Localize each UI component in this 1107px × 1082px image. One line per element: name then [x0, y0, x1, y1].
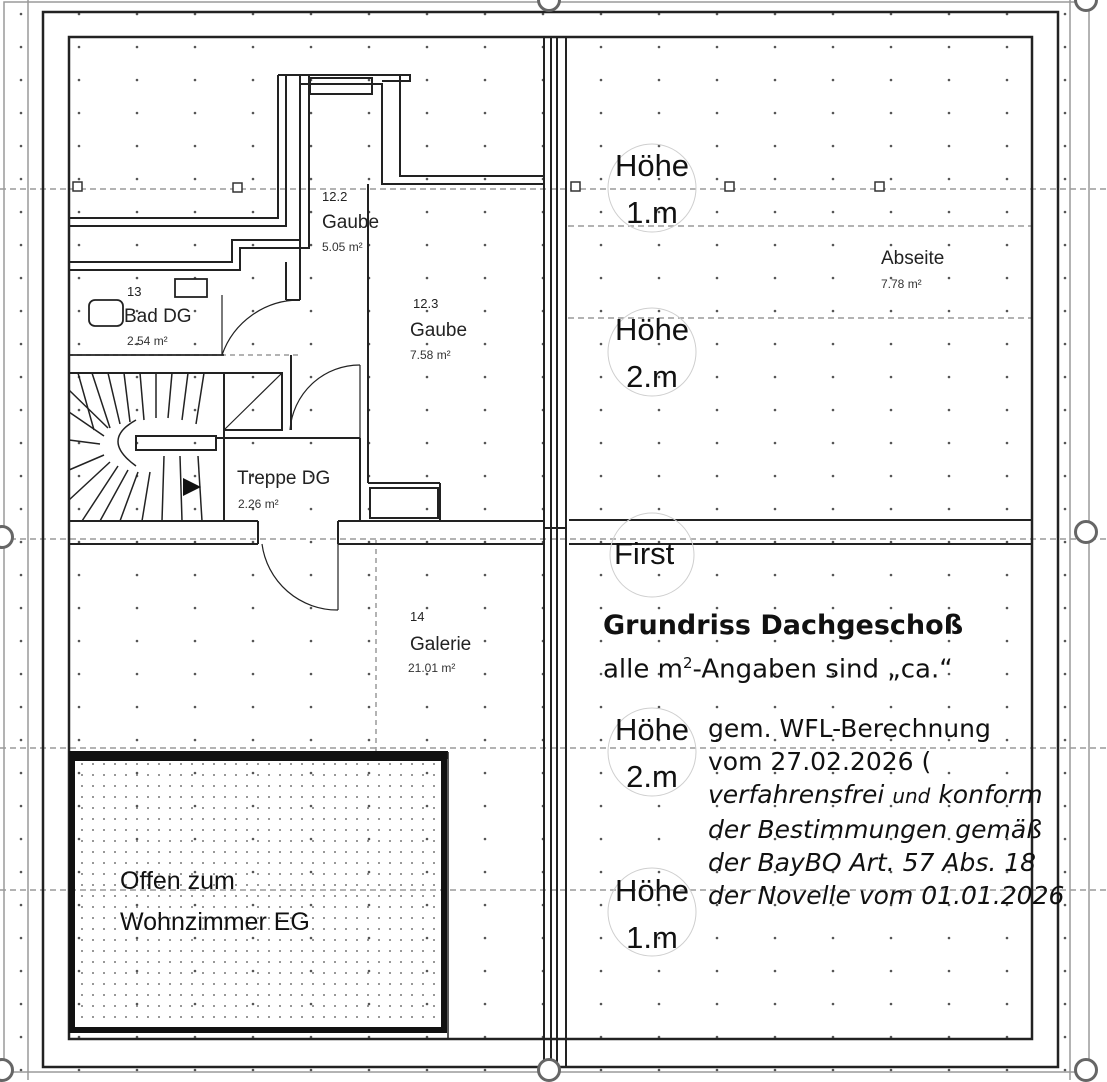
note-line-4 [708, 813, 1064, 846]
note-line-6 [708, 879, 1064, 912]
room-area-abseite: 7.78 m² [881, 277, 922, 291]
room-name-galerie: Galerie [410, 634, 472, 655]
subtitle-superscript: 2 [682, 654, 693, 672]
room-name-abseite: Abseite [881, 248, 945, 269]
room-area-treppe: 2.26 m² [238, 497, 279, 511]
room-name-treppe: Treppe DG [237, 468, 331, 489]
subtitle-after: -Angaben sind „ca.“ [692, 654, 953, 685]
void-label-line1: Offen zum [120, 867, 235, 895]
handle-middle-right[interactable] [1074, 520, 1098, 544]
height-label: Höhe [614, 312, 690, 347]
room-number-galerie: 14 [410, 609, 425, 624]
height-value: 2.m [626, 358, 678, 394]
height-value: 2.m [626, 758, 678, 794]
height-marker-top-1m [597, 143, 707, 236]
room-name-bad: Bad DG [124, 306, 192, 327]
handle-bottom-right[interactable] [1074, 1058, 1098, 1082]
height-marker-bottom-1m [597, 868, 707, 961]
room-number-gaube-large: 12.3 [413, 296, 439, 311]
height-value: 1.m [626, 194, 678, 230]
room-number-gaube-small: 12.2 [322, 189, 348, 204]
note-verfahrensfrei: verfahrensfrei [708, 780, 885, 809]
height-marker-top-2m [597, 307, 707, 400]
room-area-bad: 2.54 m² [127, 334, 168, 348]
note-line-6-text: der Novelle vom 01.01.2026 [708, 881, 1065, 910]
note-line-2: vom 27.02.2026 ( [708, 747, 932, 776]
handle-bottom-center[interactable] [537, 1058, 561, 1082]
height-label: Höhe [614, 873, 690, 908]
void-label-line2: Wohnzimmer EG [120, 908, 310, 936]
height-label: Höhe [614, 148, 690, 183]
note-line-4-text: der Bestimmungen gemäß [708, 815, 1042, 844]
note-konform: konform [938, 780, 1043, 809]
room-name-gaube-small: Gaube [322, 212, 380, 233]
note-line-3 [708, 778, 1064, 813]
room-area-galerie: 21.01 m² [408, 661, 456, 675]
height-marker-bottom-2m [597, 707, 707, 800]
note-und: und [892, 784, 931, 808]
note-line-5 [708, 846, 1064, 879]
plan-title: Grundriss Dachgeschoß [603, 610, 964, 641]
room-number-bad: 13 [127, 284, 142, 299]
first-label: First [614, 536, 675, 571]
plan-subtitle [603, 655, 953, 686]
note-line-5-text: der BayBO Art. 57 Abs. 18 [708, 848, 1037, 877]
height-value: 1.m [626, 919, 678, 955]
subtitle-before: alle m [603, 654, 683, 685]
room-name-gaube-large: Gaube [410, 320, 468, 341]
room-area-gaube-small: 5.05 m² [322, 240, 363, 254]
note-line-1: gem. WFL-Berechnung [708, 714, 991, 743]
height-label: Höhe [614, 712, 690, 747]
legal-note [708, 712, 1064, 912]
room-area-gaube-large: 7.58 m² [410, 348, 451, 362]
